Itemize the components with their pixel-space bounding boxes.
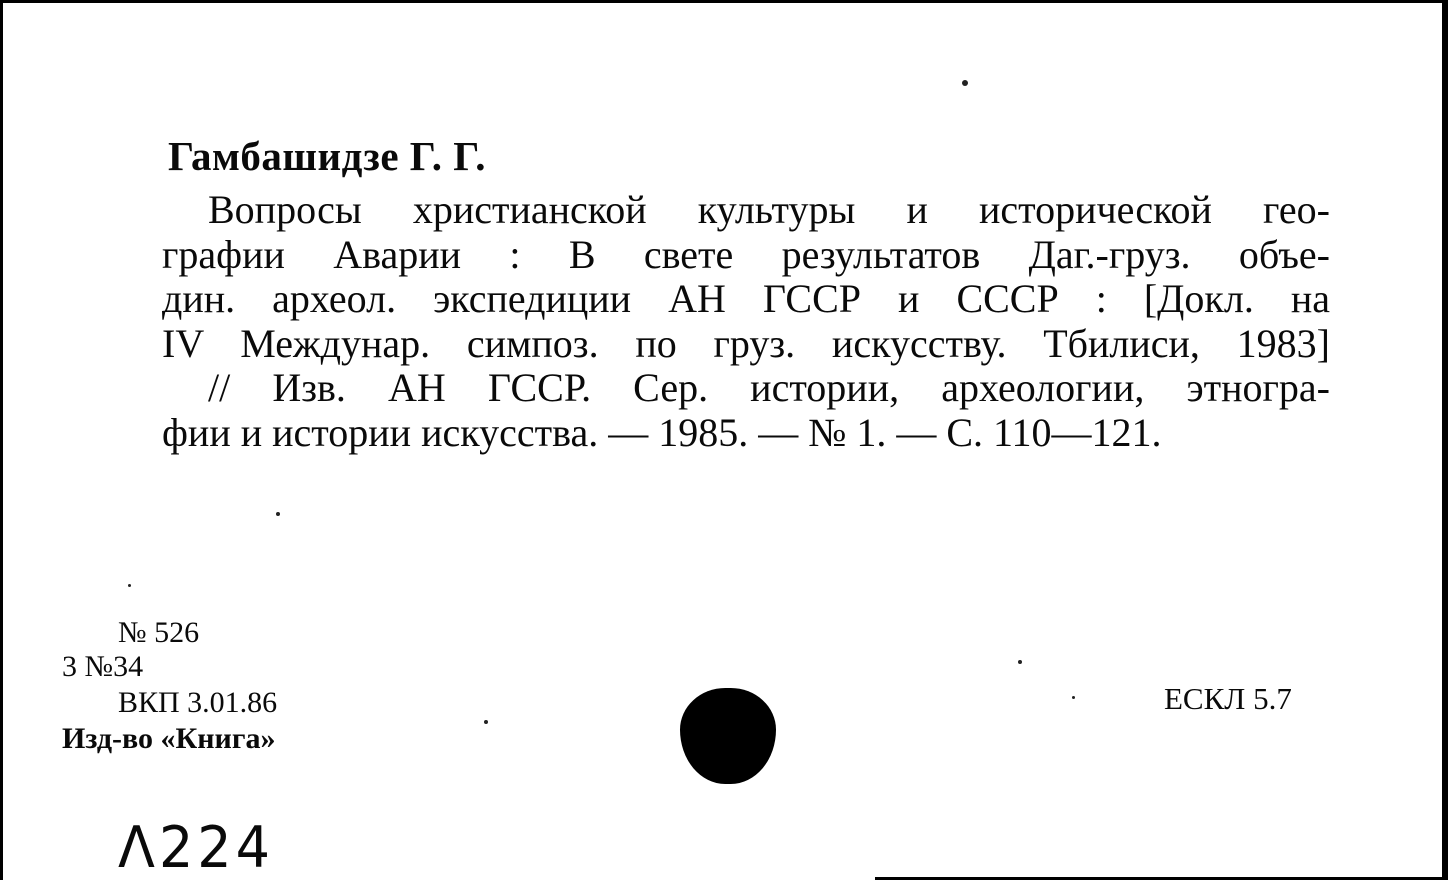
card-right-edge <box>1442 0 1448 880</box>
scan-speck <box>276 512 280 516</box>
description-line: IV Междунар. симпоз. по груз. искусству. Тбилиси, 1983] <box>162 320 1330 366</box>
scan-speck <box>1072 696 1075 699</box>
bibliographic-description <box>162 188 1330 456</box>
author-heading: Гамбашидзе Г. Г. <box>168 133 486 179</box>
card-top-edge <box>0 0 1448 3</box>
classification-code: ЕСКЛ 5.7 <box>1164 681 1292 716</box>
description-line: дин. археол. экспедиции АН ГССР и СССР : [Докл. на <box>162 276 1330 322</box>
description-line: фии и истории искусства. — 1985. — № 1. — С. 110—121. <box>162 409 1162 455</box>
description-line: Вопросы христианской культуры и исторической гео- <box>208 187 1330 232</box>
scan-speck <box>1018 660 1022 664</box>
sub-record-number: 3 №34 <box>62 650 144 683</box>
scan-speck <box>484 720 488 724</box>
vkp-date: ВКП 3.01.86 <box>118 686 278 719</box>
punch-hole <box>680 688 776 784</box>
publisher-label: Изд-во «Книга» <box>62 722 276 755</box>
description-line: графии Аварии : В свете результатов Даг.-груз. объе- <box>162 231 1330 277</box>
handwritten-shelf-mark: Λ224 <box>118 814 275 880</box>
scan-speck <box>962 80 968 86</box>
record-number: № 526 <box>118 616 200 649</box>
card-left-edge <box>0 0 3 880</box>
scan-speck <box>128 584 131 587</box>
description-line: // Изв. АН ГССР. Сер. истории, археологии, этногра- <box>208 365 1330 411</box>
